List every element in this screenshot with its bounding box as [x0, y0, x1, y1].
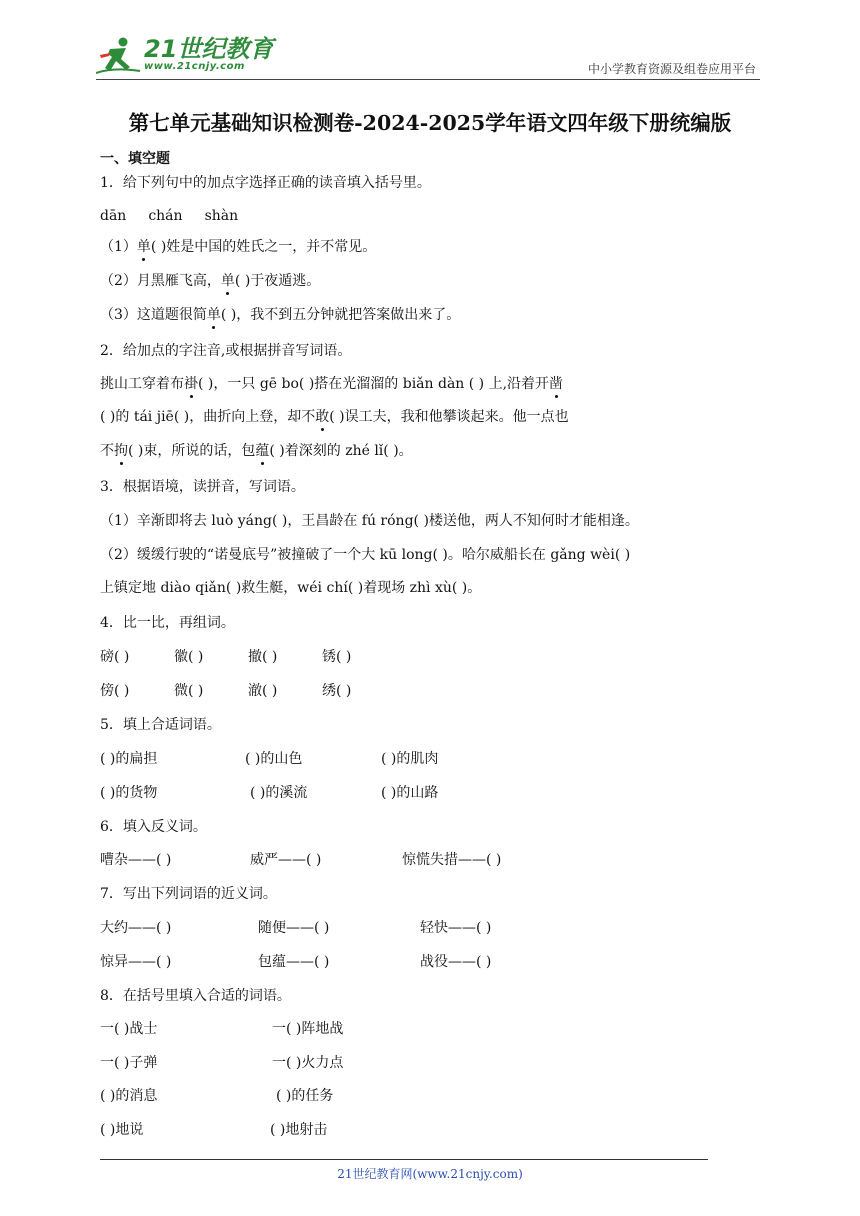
- pinyin-option: dān: [100, 208, 127, 224]
- fill-item: ( )地说: [100, 1122, 144, 1138]
- compare-item: 撤( ): [248, 649, 278, 665]
- compare-item: 微( ): [174, 683, 204, 699]
- q4-row-1: [100, 648, 351, 666]
- q1-stem: 1．给下列句中的加点字选择正确的读音填入括号里。: [100, 175, 431, 191]
- dotted-char: 单: [206, 307, 221, 323]
- synonym-item: 轻快——( ): [420, 920, 492, 936]
- fill-item: ( )的山色: [245, 751, 303, 767]
- footer-divider: [100, 1159, 708, 1160]
- text-run: ( )的 tái jiē( )，曲折向上登，却不: [100, 409, 316, 425]
- fill-item: 一( )战士: [100, 1021, 158, 1037]
- dotted-char: 凿: [549, 376, 564, 392]
- text-run: ( )着深刻的 zhé lǐ( )。: [269, 443, 413, 459]
- dotted-char: 单: [220, 273, 235, 289]
- text-run: 不: [100, 443, 114, 459]
- q1-item-1: [100, 238, 376, 256]
- q4-stem: 4．比一比，再组词。: [100, 615, 235, 631]
- fill-item: ( )的货物: [100, 785, 158, 801]
- q2-line-1: [100, 375, 563, 393]
- fill-item: ( )的山路: [381, 785, 439, 801]
- section-heading: 一、填空题: [100, 151, 170, 167]
- q3-line-1: （1）辛渐即将去 luò yáng( )，王昌龄在 fú róng( )楼送他，两人不知何时才能相逢。: [100, 513, 639, 529]
- q1-item-2: [100, 272, 320, 290]
- compare-item: 徽( ): [174, 649, 204, 665]
- synonym-item: 惊异——( ): [100, 954, 172, 970]
- fill-item: ( )的溪流: [250, 785, 308, 801]
- q8-row: [100, 1054, 343, 1072]
- synonym-item: 包蕴——( ): [258, 954, 330, 970]
- item-prefix: （1）: [100, 239, 137, 255]
- compare-item: 傍( ): [100, 683, 130, 699]
- q2-stem: 2．给加点的字注音,或根据拼音写词语。: [100, 343, 352, 359]
- fill-item: ( )地射击: [270, 1122, 328, 1138]
- dotted-char: 单: [136, 239, 151, 255]
- fill-item: 一( )子弹: [100, 1055, 158, 1071]
- compare-item: 绣( ): [322, 683, 352, 699]
- q7-row-1: [100, 919, 491, 937]
- item-text: ( )，我不到五分钟就把答案做出来了。: [220, 307, 461, 323]
- running-figure-icon: [96, 35, 142, 77]
- fill-item: ( )的扁担: [100, 751, 158, 767]
- fill-item: ( )的消息: [100, 1088, 158, 1104]
- antonym-item: 威严——( ): [250, 852, 322, 868]
- q7-stem: 7．写出下列词语的近义词。: [100, 886, 277, 902]
- antonym-item: 嘈杂——( ): [100, 852, 172, 868]
- dotted-char: 蕴: [255, 443, 270, 459]
- antonym-item: 惊慌失措——( ): [402, 852, 502, 868]
- text-run: 挑山工穿着布: [100, 376, 184, 392]
- q5-row-2: [100, 784, 438, 802]
- synonym-item: 随便——( ): [258, 920, 330, 936]
- q4-row-2: [100, 682, 351, 700]
- site-logo: [96, 34, 273, 78]
- compare-item: 锈( ): [322, 649, 352, 665]
- q1-item-3: [100, 306, 460, 324]
- logo-url: www.21cnjy.com: [144, 60, 245, 72]
- q8-row: [100, 1020, 343, 1038]
- text-run: ( )误工夫，我和他攀谈起来。他一点也: [329, 409, 569, 425]
- dotted-char: 拘: [114, 443, 128, 459]
- synonym-item: 大约——( ): [100, 920, 172, 936]
- fill-item: 一( )火力点: [272, 1055, 344, 1071]
- item-text: ( )姓是中国的姓氏之一，并不常见。: [150, 239, 377, 255]
- logo-wordmark: 21世纪教育: [144, 34, 274, 63]
- q3-stem: 3．根据语境，读拼音，写词语。: [100, 479, 305, 495]
- compare-item: 澈( ): [248, 683, 278, 699]
- item-prefix: （3）这道题很简: [100, 307, 207, 323]
- dotted-char: 褂: [184, 376, 198, 392]
- q7-row-2: [100, 953, 491, 971]
- text-run: ( )，一只 gē bo( )搭在光溜溜的 biǎn dàn ( ) 上,沿着开: [198, 376, 550, 392]
- dotted-char: 敢: [315, 409, 330, 425]
- q1-pinyin-options: [100, 207, 238, 225]
- q6-row: [100, 851, 501, 869]
- q3-line-2: （2）缓缓行驶的“诺曼底号”被撞破了一个大 kū long( )。哈尔威船长在 gǎng wèi( ): [100, 547, 631, 563]
- q5-stem: 5．填上合适词语。: [100, 717, 221, 733]
- fill-item: ( )的肌肉: [381, 751, 439, 767]
- fill-item: 一( )阵地战: [272, 1021, 344, 1037]
- q8-stem: 8．在括号里填入合适的词语。: [100, 988, 291, 1004]
- q2-line-2: [100, 408, 569, 426]
- platform-name: 中小学教育资源及组卷应用平台: [587, 62, 756, 76]
- page-header: [96, 34, 760, 78]
- q3-line-3: 上镇定地 diào qiǎn( )救生艇，wéi chí( )着现场 zhì xù( )。: [100, 580, 482, 596]
- item-text: ( )于夜遁逃。: [234, 273, 321, 289]
- document-title: 第七单元基础知识检测卷-2024-2025学年语文四年级下册统编版: [128, 111, 732, 135]
- compare-item: 磅( ): [100, 649, 130, 665]
- q8-row: [100, 1087, 333, 1105]
- q6-stem: 6．填入反义词。: [100, 819, 207, 835]
- q5-row-1: [100, 750, 438, 768]
- pinyin-option: chán: [148, 208, 183, 224]
- synonym-item: 战役——( ): [420, 954, 492, 970]
- text-run: ( )束，所说的话，包: [128, 443, 256, 459]
- q2-line-3: [100, 442, 413, 460]
- item-prefix: （2）月黑雁飞高，: [100, 273, 221, 289]
- header-divider: [96, 79, 760, 80]
- pinyin-option: shàn: [204, 208, 239, 224]
- q8-row: [100, 1121, 327, 1139]
- footer-source: 21世纪教育网(www.21cnjy.com): [337, 1167, 523, 1181]
- fill-item: ( )的任务: [276, 1088, 334, 1104]
